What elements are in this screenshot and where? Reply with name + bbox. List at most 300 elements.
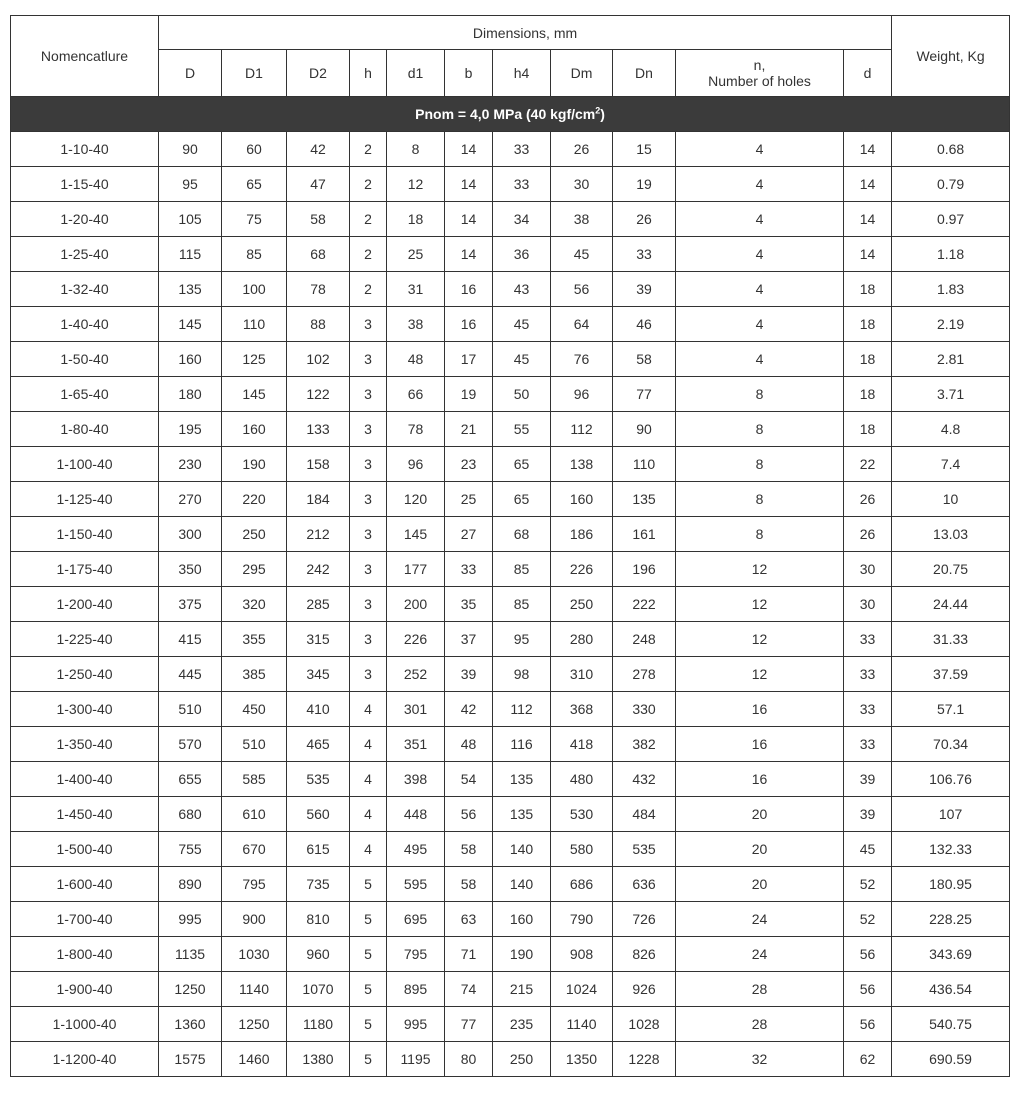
- cell-d: 62: [844, 1042, 892, 1077]
- cell-nomenclature: 1-25-40: [11, 237, 159, 272]
- col-header-d: d: [844, 50, 892, 97]
- cell-weight: 540.75: [892, 1007, 1010, 1042]
- cell-Dm: 1024: [551, 972, 613, 1007]
- table-row: [11, 377, 1010, 412]
- cell-n: 8: [676, 377, 844, 412]
- cell-D2: 184: [287, 482, 350, 517]
- col-header-Dm: Dm: [551, 50, 613, 97]
- cell-Dm: 38: [551, 202, 613, 237]
- cell-weight: 3.71: [892, 377, 1010, 412]
- cell-h4: 65: [493, 482, 551, 517]
- cell-D: 995: [159, 902, 222, 937]
- cell-d1: 38: [387, 307, 445, 342]
- cell-D: 145: [159, 307, 222, 342]
- cell-d: 14: [844, 237, 892, 272]
- cell-D2: 68: [287, 237, 350, 272]
- cell-d: 26: [844, 482, 892, 517]
- cell-nomenclature: 1-40-40: [11, 307, 159, 342]
- cell-D: 300: [159, 517, 222, 552]
- cell-weight: 13.03: [892, 517, 1010, 552]
- cell-nomenclature: 1-700-40: [11, 902, 159, 937]
- cell-h4: 68: [493, 517, 551, 552]
- cell-nomenclature: 1-225-40: [11, 622, 159, 657]
- cell-b: 14: [445, 167, 493, 202]
- cell-d: 18: [844, 342, 892, 377]
- cell-n: 28: [676, 1007, 844, 1042]
- cell-D2: 810: [287, 902, 350, 937]
- cell-Dm: 908: [551, 937, 613, 972]
- cell-Dm: 76: [551, 342, 613, 377]
- cell-n: 4: [676, 307, 844, 342]
- cell-d: 30: [844, 552, 892, 587]
- cell-weight: 0.79: [892, 167, 1010, 202]
- cell-D: 115: [159, 237, 222, 272]
- cell-D2: 735: [287, 867, 350, 902]
- table-row: [11, 1042, 1010, 1077]
- cell-nomenclature: 1-80-40: [11, 412, 159, 447]
- cell-Dn: 110: [613, 447, 676, 482]
- cell-D2: 285: [287, 587, 350, 622]
- cell-h: 3: [350, 342, 387, 377]
- cell-n: 8: [676, 482, 844, 517]
- cell-d1: 398: [387, 762, 445, 797]
- cell-d: 14: [844, 132, 892, 167]
- cell-Dn: 1028: [613, 1007, 676, 1042]
- cell-h4: 33: [493, 167, 551, 202]
- cell-D1: 75: [222, 202, 287, 237]
- cell-d: 39: [844, 762, 892, 797]
- cell-b: 19: [445, 377, 493, 412]
- cell-nomenclature: 1-800-40: [11, 937, 159, 972]
- cell-d1: 48: [387, 342, 445, 377]
- cell-d: 33: [844, 727, 892, 762]
- cell-d: 52: [844, 867, 892, 902]
- cell-nomenclature: 1-250-40: [11, 657, 159, 692]
- cell-b: 58: [445, 867, 493, 902]
- cell-Dm: 686: [551, 867, 613, 902]
- cell-d1: 448: [387, 797, 445, 832]
- cell-b: 58: [445, 832, 493, 867]
- cell-D2: 122: [287, 377, 350, 412]
- cell-Dn: 77: [613, 377, 676, 412]
- cell-weight: 2.19: [892, 307, 1010, 342]
- cell-D: 890: [159, 867, 222, 902]
- cell-h4: 135: [493, 762, 551, 797]
- cell-n: 4: [676, 342, 844, 377]
- cell-Dm: 250: [551, 587, 613, 622]
- cell-n: 32: [676, 1042, 844, 1077]
- cell-D1: 85: [222, 237, 287, 272]
- cell-D1: 65: [222, 167, 287, 202]
- cell-Dm: 226: [551, 552, 613, 587]
- cell-weight: 4.8: [892, 412, 1010, 447]
- cell-nomenclature: 1-65-40: [11, 377, 159, 412]
- cell-weight: 0.68: [892, 132, 1010, 167]
- cell-Dn: 248: [613, 622, 676, 657]
- cell-b: 27: [445, 517, 493, 552]
- cell-D2: 535: [287, 762, 350, 797]
- cell-D2: 133: [287, 412, 350, 447]
- cell-h: 5: [350, 937, 387, 972]
- cell-n: 20: [676, 832, 844, 867]
- cell-d1: 12: [387, 167, 445, 202]
- cell-D1: 250: [222, 517, 287, 552]
- cell-d: 14: [844, 202, 892, 237]
- cell-weight: 57.1: [892, 692, 1010, 727]
- cell-D2: 1380: [287, 1042, 350, 1077]
- cell-Dm: 64: [551, 307, 613, 342]
- table-row: [11, 692, 1010, 727]
- cell-Dm: 530: [551, 797, 613, 832]
- cell-h4: 250: [493, 1042, 551, 1077]
- table-row: [11, 202, 1010, 237]
- cell-b: 14: [445, 132, 493, 167]
- cell-b: 25: [445, 482, 493, 517]
- cell-nomenclature: 1-900-40: [11, 972, 159, 1007]
- cell-h: 4: [350, 692, 387, 727]
- cell-d1: 120: [387, 482, 445, 517]
- cell-nomenclature: 1-100-40: [11, 447, 159, 482]
- cell-Dm: 112: [551, 412, 613, 447]
- cell-weight: 0.97: [892, 202, 1010, 237]
- cell-n: 24: [676, 902, 844, 937]
- cell-Dm: 310: [551, 657, 613, 692]
- cell-Dn: 484: [613, 797, 676, 832]
- cell-nomenclature: 1-175-40: [11, 552, 159, 587]
- cell-d: 33: [844, 657, 892, 692]
- cell-D: 375: [159, 587, 222, 622]
- cell-b: 33: [445, 552, 493, 587]
- cell-h: 3: [350, 412, 387, 447]
- cell-Dn: 926: [613, 972, 676, 1007]
- cell-D2: 42: [287, 132, 350, 167]
- cell-d: 18: [844, 307, 892, 342]
- cell-h: 4: [350, 797, 387, 832]
- cell-Dn: 826: [613, 937, 676, 972]
- cell-d: 56: [844, 1007, 892, 1042]
- cell-d: 30: [844, 587, 892, 622]
- cell-b: 63: [445, 902, 493, 937]
- cell-h: 3: [350, 447, 387, 482]
- cell-D2: 212: [287, 517, 350, 552]
- cell-Dn: 278: [613, 657, 676, 692]
- cell-d1: 96: [387, 447, 445, 482]
- cell-nomenclature: 1-450-40: [11, 797, 159, 832]
- cell-h: 2: [350, 272, 387, 307]
- cell-d: 56: [844, 972, 892, 1007]
- cell-d1: 78: [387, 412, 445, 447]
- cell-n: 4: [676, 167, 844, 202]
- cell-b: 42: [445, 692, 493, 727]
- cell-b: 54: [445, 762, 493, 797]
- cell-h: 4: [350, 727, 387, 762]
- cell-Dm: 280: [551, 622, 613, 657]
- cell-weight: 37.59: [892, 657, 1010, 692]
- cell-h4: 45: [493, 307, 551, 342]
- table-row: [11, 272, 1010, 307]
- flange-dimensions-table-container: [10, 15, 1010, 1077]
- cell-D2: 1180: [287, 1007, 350, 1042]
- cell-n: 4: [676, 272, 844, 307]
- cell-Dn: 135: [613, 482, 676, 517]
- cell-D2: 615: [287, 832, 350, 867]
- cell-D: 680: [159, 797, 222, 832]
- cell-h: 5: [350, 972, 387, 1007]
- cell-D2: 410: [287, 692, 350, 727]
- cell-h4: 33: [493, 132, 551, 167]
- cell-Dn: 15: [613, 132, 676, 167]
- cell-Dn: 382: [613, 727, 676, 762]
- cell-d1: 25: [387, 237, 445, 272]
- cell-D1: 160: [222, 412, 287, 447]
- cell-D2: 102: [287, 342, 350, 377]
- cell-Dm: 790: [551, 902, 613, 937]
- cell-b: 71: [445, 937, 493, 972]
- cell-n: 8: [676, 447, 844, 482]
- cell-nomenclature: 1-15-40: [11, 167, 159, 202]
- cell-D1: 1250: [222, 1007, 287, 1042]
- table-row: [11, 167, 1010, 202]
- cell-d: 33: [844, 622, 892, 657]
- table-row: [11, 482, 1010, 517]
- table-row: [11, 937, 1010, 972]
- cell-Dn: 535: [613, 832, 676, 867]
- col-header-Dn: Dn: [613, 50, 676, 97]
- cell-nomenclature: 1-300-40: [11, 692, 159, 727]
- cell-n: 28: [676, 972, 844, 1007]
- table-row: [11, 517, 1010, 552]
- cell-D1: 145: [222, 377, 287, 412]
- cell-b: 21: [445, 412, 493, 447]
- cell-n: 20: [676, 867, 844, 902]
- cell-weight: 690.59: [892, 1042, 1010, 1077]
- cell-D: 105: [159, 202, 222, 237]
- cell-D: 570: [159, 727, 222, 762]
- cell-b: 80: [445, 1042, 493, 1077]
- cell-D: 510: [159, 692, 222, 727]
- cell-D2: 345: [287, 657, 350, 692]
- cell-weight: 180.95: [892, 867, 1010, 902]
- cell-h4: 112: [493, 692, 551, 727]
- cell-weight: 107: [892, 797, 1010, 832]
- cell-b: 48: [445, 727, 493, 762]
- cell-d1: 18: [387, 202, 445, 237]
- cell-h4: 160: [493, 902, 551, 937]
- cell-D2: 58: [287, 202, 350, 237]
- cell-d: 26: [844, 517, 892, 552]
- cell-h4: 65: [493, 447, 551, 482]
- cell-Dn: 33: [613, 237, 676, 272]
- cell-d: 56: [844, 937, 892, 972]
- cell-D1: 1140: [222, 972, 287, 1007]
- cell-h4: 140: [493, 867, 551, 902]
- cell-Dn: 726: [613, 902, 676, 937]
- cell-n: 12: [676, 552, 844, 587]
- cell-Dm: 160: [551, 482, 613, 517]
- cell-nomenclature: 1-10-40: [11, 132, 159, 167]
- cell-h: 2: [350, 132, 387, 167]
- cell-D: 160: [159, 342, 222, 377]
- cell-D1: 220: [222, 482, 287, 517]
- cell-Dm: 418: [551, 727, 613, 762]
- cell-weight: 1.83: [892, 272, 1010, 307]
- cell-nomenclature: 1-400-40: [11, 762, 159, 797]
- cell-n: 8: [676, 517, 844, 552]
- cell-h: 5: [350, 1007, 387, 1042]
- cell-h: 3: [350, 657, 387, 692]
- cell-Dm: 186: [551, 517, 613, 552]
- table-row: [11, 342, 1010, 377]
- cell-Dn: 636: [613, 867, 676, 902]
- cell-D1: 510: [222, 727, 287, 762]
- nomenclature-header: Nomencatlure: [11, 16, 159, 97]
- cell-h: 3: [350, 517, 387, 552]
- cell-b: 77: [445, 1007, 493, 1042]
- cell-n: 4: [676, 132, 844, 167]
- cell-b: 74: [445, 972, 493, 1007]
- cell-n: 16: [676, 727, 844, 762]
- table-row: [11, 797, 1010, 832]
- cell-weight: 31.33: [892, 622, 1010, 657]
- cell-D: 1135: [159, 937, 222, 972]
- cell-D1: 1030: [222, 937, 287, 972]
- table-row: [11, 132, 1010, 167]
- cell-nomenclature: 1-50-40: [11, 342, 159, 377]
- cell-h: 5: [350, 1042, 387, 1077]
- table-row: [11, 657, 1010, 692]
- cell-d1: 31: [387, 272, 445, 307]
- cell-D2: 560: [287, 797, 350, 832]
- cell-D: 195: [159, 412, 222, 447]
- cell-h: 3: [350, 587, 387, 622]
- col-header-n: [676, 50, 844, 97]
- table-row: [11, 447, 1010, 482]
- cell-h4: 45: [493, 342, 551, 377]
- cell-Dm: 1140: [551, 1007, 613, 1042]
- table-row: [11, 237, 1010, 272]
- cell-h: 3: [350, 307, 387, 342]
- cell-h: 2: [350, 202, 387, 237]
- cell-nomenclature: 1-125-40: [11, 482, 159, 517]
- cell-d: 18: [844, 272, 892, 307]
- cell-h4: 98: [493, 657, 551, 692]
- cell-D1: 110: [222, 307, 287, 342]
- cell-h: 3: [350, 552, 387, 587]
- cell-h4: 135: [493, 797, 551, 832]
- cell-h: 4: [350, 832, 387, 867]
- cell-nomenclature: 1-150-40: [11, 517, 159, 552]
- pressure-band: [11, 97, 1010, 132]
- cell-h4: 215: [493, 972, 551, 1007]
- cell-D1: 125: [222, 342, 287, 377]
- table-row: [11, 622, 1010, 657]
- cell-Dn: 46: [613, 307, 676, 342]
- cell-Dn: 222: [613, 587, 676, 622]
- cell-d1: 145: [387, 517, 445, 552]
- cell-D1: 670: [222, 832, 287, 867]
- cell-D: 1250: [159, 972, 222, 1007]
- cell-d1: 795: [387, 937, 445, 972]
- cell-n: 12: [676, 657, 844, 692]
- cell-Dm: 56: [551, 272, 613, 307]
- cell-d1: 1195: [387, 1042, 445, 1077]
- cell-b: 16: [445, 307, 493, 342]
- cell-b: 14: [445, 237, 493, 272]
- cell-Dm: 96: [551, 377, 613, 412]
- cell-nomenclature: 1-32-40: [11, 272, 159, 307]
- cell-weight: 2.81: [892, 342, 1010, 377]
- cell-D1: 795: [222, 867, 287, 902]
- cell-b: 56: [445, 797, 493, 832]
- cell-weight: 132.33: [892, 832, 1010, 867]
- cell-Dn: 196: [613, 552, 676, 587]
- cell-b: 17: [445, 342, 493, 377]
- cell-d1: 595: [387, 867, 445, 902]
- cell-D: 350: [159, 552, 222, 587]
- table-row: [11, 762, 1010, 797]
- cell-D2: 78: [287, 272, 350, 307]
- cell-D2: 47: [287, 167, 350, 202]
- cell-d: 18: [844, 412, 892, 447]
- table-row: [11, 972, 1010, 1007]
- pressure-band-sup: 2: [595, 105, 601, 116]
- cell-D1: 385: [222, 657, 287, 692]
- cell-n: 16: [676, 762, 844, 797]
- cell-h: 5: [350, 902, 387, 937]
- col-header-b: b: [445, 50, 493, 97]
- table-row: [11, 412, 1010, 447]
- cell-n: 8: [676, 412, 844, 447]
- col-header-h: h: [350, 50, 387, 97]
- cell-d: 33: [844, 692, 892, 727]
- col-header-d1: d1: [387, 50, 445, 97]
- cell-d1: 252: [387, 657, 445, 692]
- cell-Dn: 90: [613, 412, 676, 447]
- cell-D: 270: [159, 482, 222, 517]
- table-row: [11, 902, 1010, 937]
- cell-Dm: 45: [551, 237, 613, 272]
- cell-h4: 116: [493, 727, 551, 762]
- cell-b: 37: [445, 622, 493, 657]
- cell-h: 3: [350, 482, 387, 517]
- cell-d1: 200: [387, 587, 445, 622]
- cell-Dn: 26: [613, 202, 676, 237]
- pressure-band-close: ): [600, 106, 605, 122]
- cell-h: 2: [350, 237, 387, 272]
- cell-h4: 55: [493, 412, 551, 447]
- table-row: [11, 307, 1010, 342]
- cell-Dn: 1228: [613, 1042, 676, 1077]
- cell-b: 23: [445, 447, 493, 482]
- cell-Dm: 580: [551, 832, 613, 867]
- cell-d1: 495: [387, 832, 445, 867]
- cell-D1: 900: [222, 902, 287, 937]
- cell-D: 1575: [159, 1042, 222, 1077]
- cell-h4: 190: [493, 937, 551, 972]
- cell-D1: 295: [222, 552, 287, 587]
- cell-Dn: 161: [613, 517, 676, 552]
- cell-nomenclature: 1-200-40: [11, 587, 159, 622]
- cell-n: 4: [676, 237, 844, 272]
- table-row: [11, 1007, 1010, 1042]
- cell-d1: 226: [387, 622, 445, 657]
- cell-D2: 88: [287, 307, 350, 342]
- cell-D2: 960: [287, 937, 350, 972]
- cell-D: 655: [159, 762, 222, 797]
- dimensions-header: Dimensions, mm: [159, 16, 892, 50]
- cell-d1: 66: [387, 377, 445, 412]
- cell-d: 45: [844, 832, 892, 867]
